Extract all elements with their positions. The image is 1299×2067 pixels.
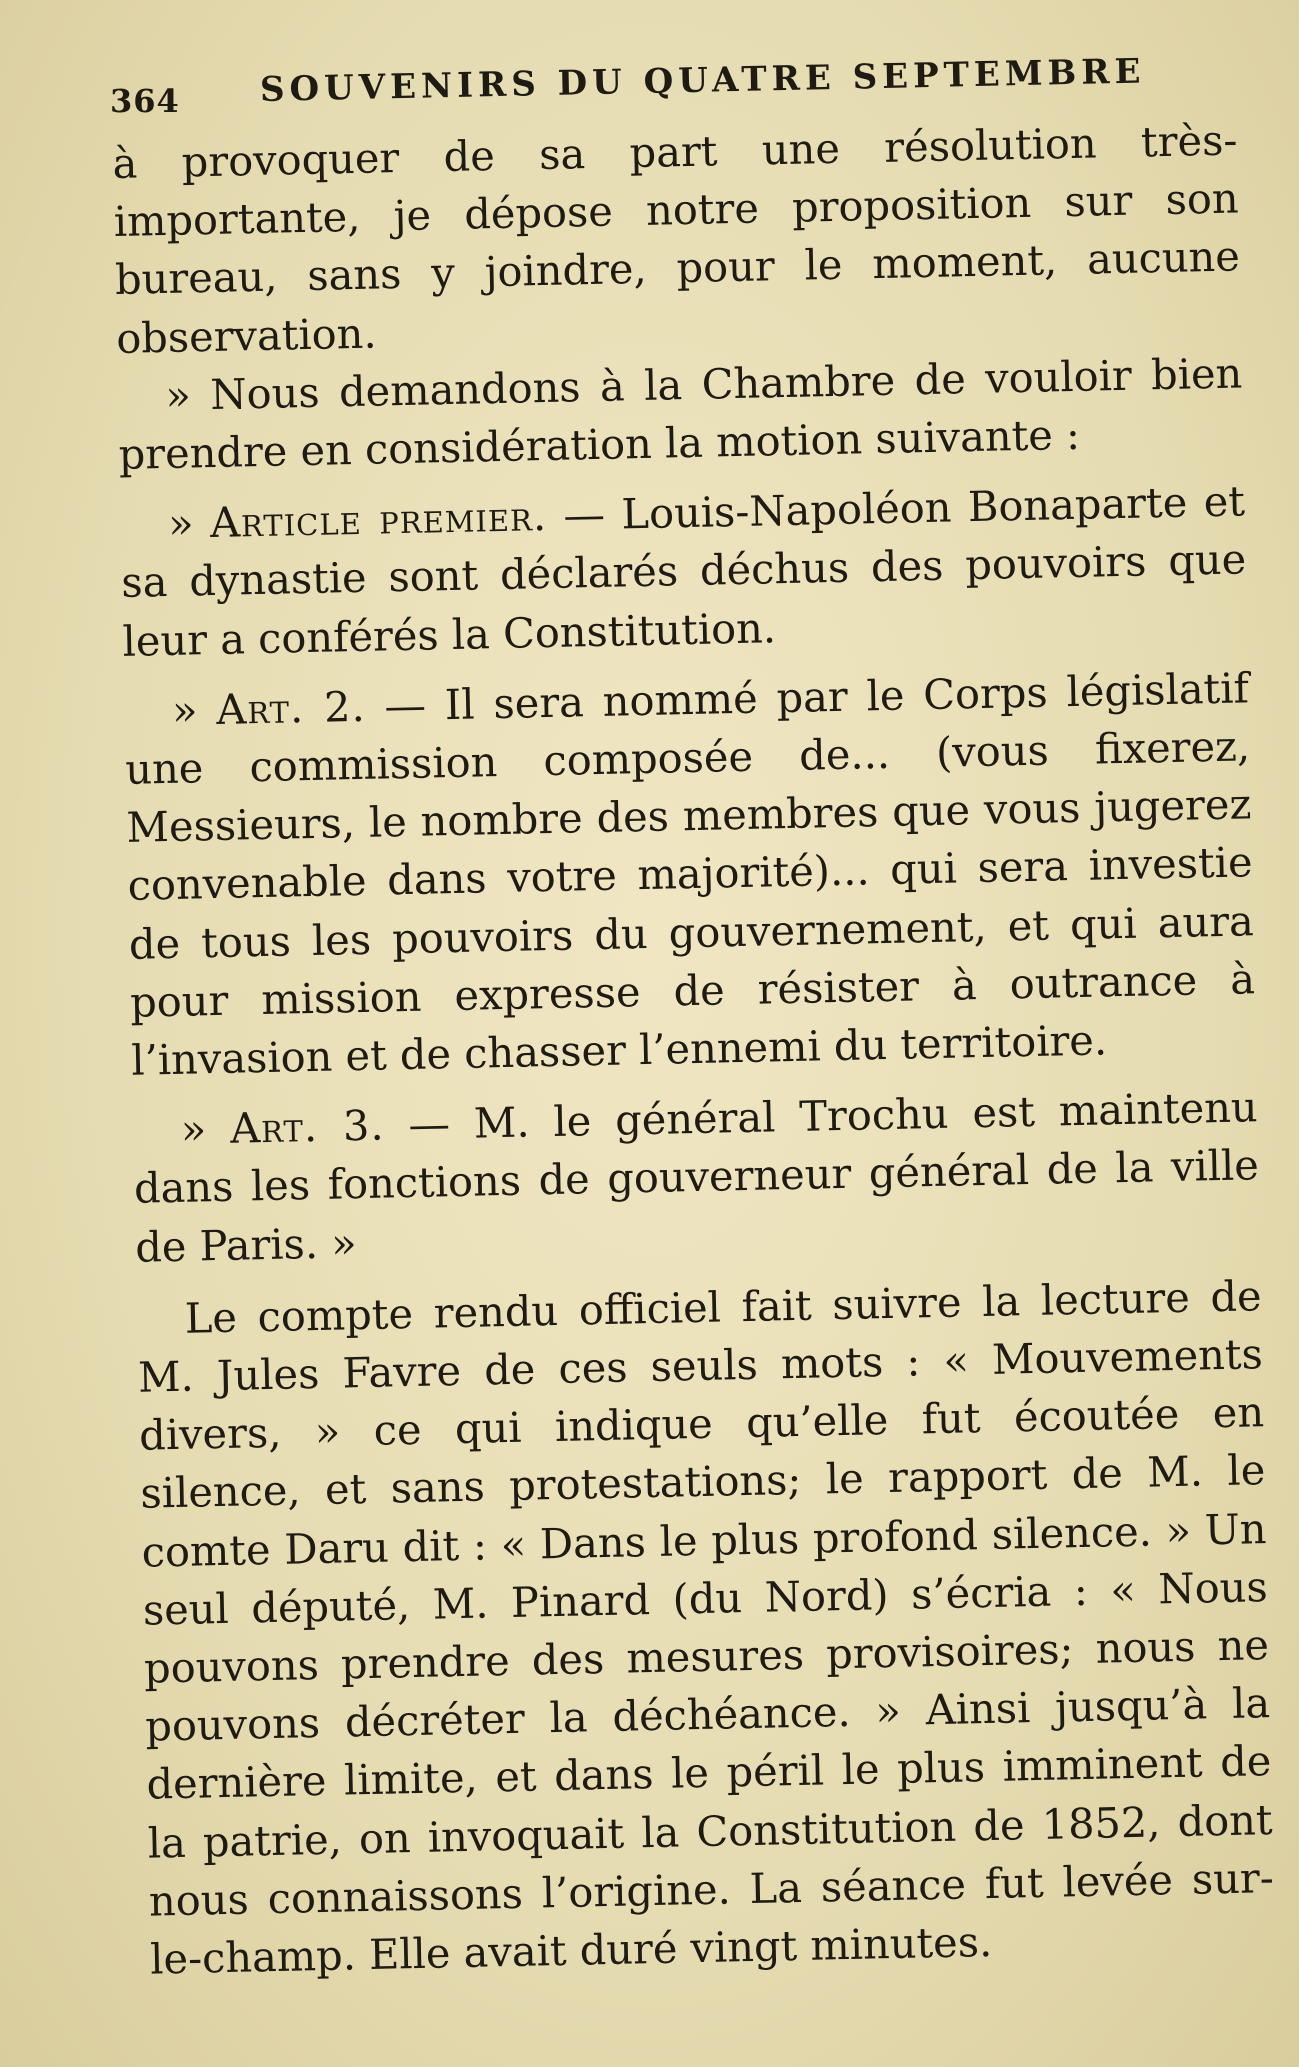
paragraph-text: à provoquer de sa part une résolution très-importante, je dépose notre proposition sur son bureau, sans y joindre, pour le moment, aucune observation. xyxy=(112,115,1241,363)
article-paragraph xyxy=(132,1078,1260,1276)
paragraph xyxy=(117,344,1244,484)
quote-mark: » xyxy=(180,1103,231,1155)
quote-mark: » xyxy=(167,498,211,549)
paragraph-text: Le compte rendu officiel fait suivre la lecture de M. Jules Favre de ces seuls mots : « Mouvements divers, » ce qui indique qu’elle fut écoutée en silence, et sans protestations; le rapport de M. le comte Daru dit : « Dans le plus profond silence. » Un seul député, M. Pinard (du Nord) s’écria : « Nous pouvons prendre des mesures provisoires; nous ne pouvons décréter la déchéance. » Ainsi jusqu’à la dernière limite, et dans le péril le plus imminent de la patrie, on invoquait la Constitution de 1852, dont nous connaissons l’origine. La séance fut levée sur-le-champ. Elle avait duré vingt minutes. xyxy=(137,1271,1275,1984)
article-paragraph xyxy=(120,473,1248,671)
page-number: 364 xyxy=(110,82,180,120)
paragraph-text: — M. le général Trochu est maintenu dans les fonctions de gouverneur général de la ville de Paris. » xyxy=(133,1082,1260,1272)
paragraph-text: — Il sera nommé par le Corps législatif une commission composée de... (vous fixerez, Messieurs, le nombre des membres que vous jugerez convenable dans votre majorité)... qui sera investie de tous les pouvoirs du gouvernement, et qui aura pour mission expresse de résister à outrance à l’invasion et de chasser l’ennemi du territoire. xyxy=(124,663,1256,1085)
body-text xyxy=(112,111,1276,1988)
article-paragraph xyxy=(123,659,1256,1090)
paragraph-text: » Nous demandons à la Chambre de vouloir bien prendre en considération la motion suivante : xyxy=(118,348,1243,479)
paragraph-text: — Louis-Napoléon Bonaparte et sa dynastie sont déclarés déchus des pouvoirs que leur a conférés la Constitution. xyxy=(120,476,1247,666)
paragraph xyxy=(136,1267,1275,1989)
quote-mark: » xyxy=(171,684,217,735)
paragraph xyxy=(112,111,1242,367)
article-label: Art. 3. xyxy=(229,1100,385,1153)
article-label: Art. 2. xyxy=(215,681,367,734)
running-title: SOUVENIRS DU QUATRE SEPTEMBRE xyxy=(259,51,1146,110)
article-label: Article premier. xyxy=(209,491,548,548)
